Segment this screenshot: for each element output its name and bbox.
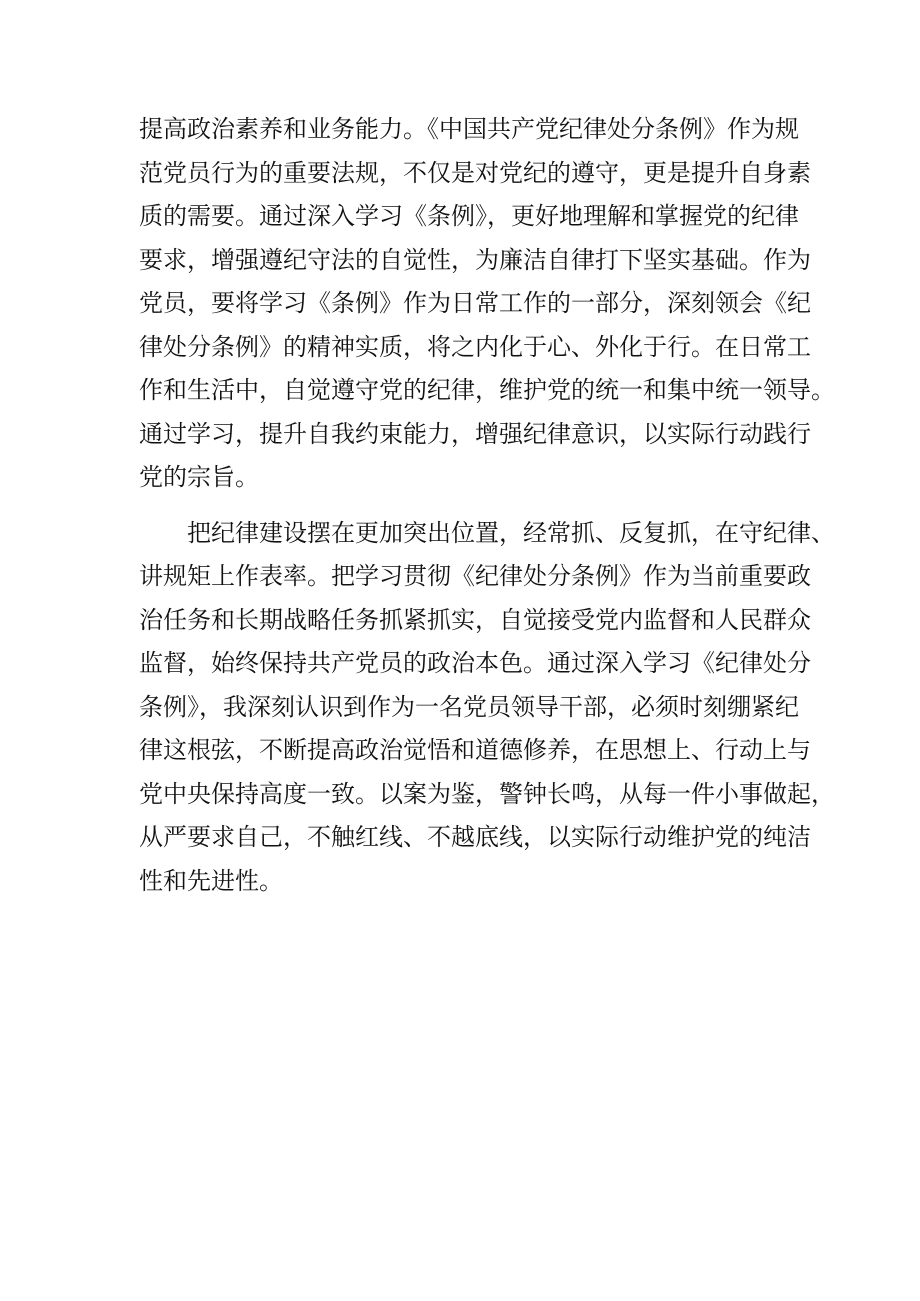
text-line: 通过学习，提升自我约束能力，增强纪律意识，以实际行动践行 [139, 419, 811, 448]
text-line: 治任务和长期战略任务抓紧抓实，自觉接受党内监督和人民群众 [139, 605, 811, 634]
text-line: 律这根弦，不断提高政治觉悟和道德修养，在思想上、行动上与 [139, 736, 811, 764]
text-line: 范党员行为的重要法规，不仅是对党纪的遵守，更是提升自身素 [139, 158, 811, 187]
text-line: 把纪律建设摆在更加突出位置，经常抓、反复抓，在守纪律、 [187, 518, 835, 547]
paragraph-1 [139, 108, 835, 500]
text-line: 监督，始终保持共产党员的政治本色。通过深入学习《纪律处分 [139, 649, 811, 677]
text-line: 党中央保持高度一致。以案为鉴，警钟长鸣，从每一件小事做起， [139, 779, 835, 808]
text-line: 党员，要将学习《条例》作为日常工作的一部分，深刻领会《纪 [139, 289, 811, 317]
document-body [139, 108, 835, 903]
text-line: 党的宗旨。 [139, 463, 259, 491]
text-line: 提高政治素养和业务能力。《中国共产党纪律处分条例》作为规 [139, 115, 799, 143]
text-line: 律处分条例》的精神实质，将之内化于心、外化于行。在日常工 [139, 332, 811, 361]
text-line: 要求，增强遵纪守法的自觉性，为廉洁自律打下坚实基础。作为 [139, 245, 811, 274]
text-line: 讲规矩上作表率。把学习贯彻《纪律处分条例》作为当前重要政 [139, 562, 811, 590]
paragraph-2 [139, 512, 835, 904]
text-line: 作和生活中，自觉遵守党的纪律，维护党的统一和集中统一领导。 [139, 376, 835, 404]
text-line: 质的需要。通过深入学习《条例》，更好地理解和掌握党的纪律 [139, 202, 799, 230]
text-line: 从严要求自己，不触红线、不越底线，以实际行动维护党的纯洁 [139, 823, 811, 851]
text-line: 性和先进性。 [139, 866, 283, 895]
text-line: 条例》，我深刻认识到作为一名党员领导干部，必须时刻绷紧纪 [139, 692, 799, 721]
paragraph-spacer [139, 500, 784, 512]
